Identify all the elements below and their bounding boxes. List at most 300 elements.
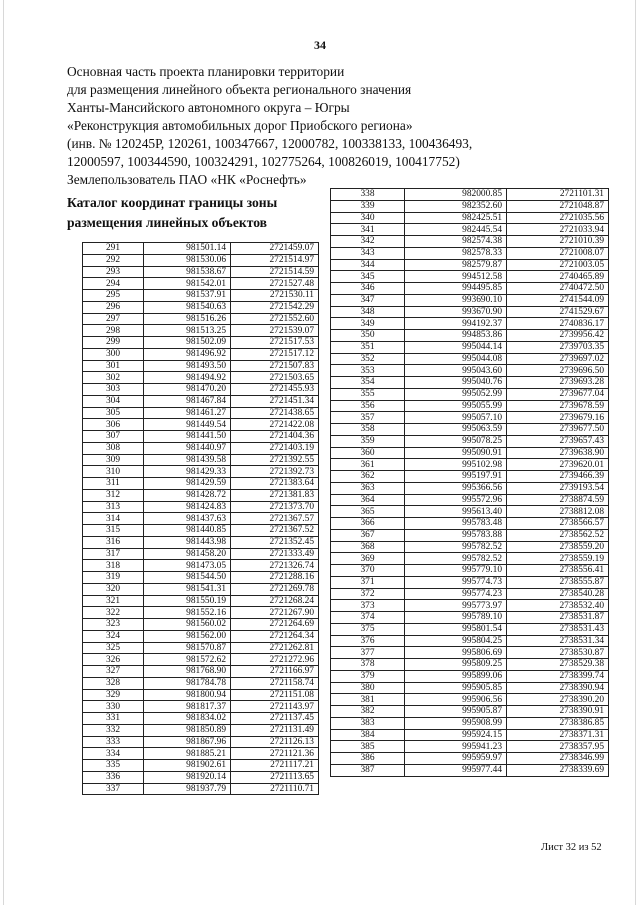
point-number-cell: 315 bbox=[83, 525, 144, 537]
y-coordinate-cell: 2721117.21 bbox=[231, 760, 319, 772]
point-number-cell: 291 bbox=[83, 243, 144, 255]
point-number-cell: 338 bbox=[331, 189, 405, 201]
x-coordinate-cell: 981800.94 bbox=[144, 689, 231, 701]
x-coordinate-cell: 981572.62 bbox=[144, 654, 231, 666]
point-number-cell: 381 bbox=[331, 694, 405, 706]
y-coordinate-cell: 2739657.43 bbox=[507, 435, 609, 447]
y-coordinate-cell: 2721003.05 bbox=[507, 259, 609, 271]
y-coordinate-cell: 2740465.89 bbox=[507, 271, 609, 283]
x-coordinate-cell: 981470.20 bbox=[144, 384, 231, 396]
point-number-cell: 337 bbox=[83, 783, 144, 795]
table-row bbox=[83, 419, 319, 431]
x-coordinate-cell: 995063.59 bbox=[405, 424, 507, 436]
point-number-cell: 377 bbox=[331, 647, 405, 659]
x-coordinate-cell: 981562.00 bbox=[144, 630, 231, 642]
y-coordinate-cell: 2738529.38 bbox=[507, 659, 609, 671]
y-coordinate-cell: 2738346.99 bbox=[507, 753, 609, 765]
point-number-cell: 336 bbox=[83, 771, 144, 783]
table-row bbox=[83, 466, 319, 478]
y-coordinate-cell: 2721383.64 bbox=[231, 478, 319, 490]
x-coordinate-cell: 981867.96 bbox=[144, 736, 231, 748]
x-coordinate-cell: 995197.91 bbox=[405, 471, 507, 483]
y-coordinate-cell: 2721166.97 bbox=[231, 666, 319, 678]
point-number-cell: 376 bbox=[331, 635, 405, 647]
y-coordinate-cell: 2721517.12 bbox=[231, 348, 319, 360]
y-coordinate-cell: 2721131.49 bbox=[231, 724, 319, 736]
y-coordinate-cell: 2738559.20 bbox=[507, 541, 609, 553]
table-row bbox=[331, 494, 609, 506]
table-row bbox=[83, 748, 319, 760]
point-number-cell: 309 bbox=[83, 454, 144, 466]
y-coordinate-cell: 2721404.36 bbox=[231, 431, 319, 443]
x-coordinate-cell: 982000.85 bbox=[405, 189, 507, 201]
point-number-cell: 317 bbox=[83, 548, 144, 560]
x-coordinate-cell: 981541.31 bbox=[144, 583, 231, 595]
y-coordinate-cell: 2740836.17 bbox=[507, 318, 609, 330]
x-coordinate-cell: 981784.78 bbox=[144, 677, 231, 689]
y-coordinate-cell: 2721507.83 bbox=[231, 360, 319, 372]
y-coordinate-cell: 2738531.87 bbox=[507, 612, 609, 624]
point-number-cell: 348 bbox=[331, 306, 405, 318]
x-coordinate-cell: 995977.44 bbox=[405, 764, 507, 776]
table-row bbox=[83, 313, 319, 325]
point-number-cell: 385 bbox=[331, 741, 405, 753]
y-coordinate-cell: 2721288.16 bbox=[231, 572, 319, 584]
x-coordinate-cell: 981424.83 bbox=[144, 501, 231, 513]
x-coordinate-cell: 993690.10 bbox=[405, 294, 507, 306]
table-row bbox=[331, 189, 609, 201]
table-row bbox=[331, 753, 609, 765]
y-coordinate-cell: 2738566.57 bbox=[507, 518, 609, 530]
table-row bbox=[331, 565, 609, 577]
point-number-cell: 369 bbox=[331, 553, 405, 565]
x-coordinate-cell: 981440.85 bbox=[144, 525, 231, 537]
point-number-cell: 331 bbox=[83, 713, 144, 725]
point-number-cell: 300 bbox=[83, 348, 144, 360]
x-coordinate-cell: 995078.25 bbox=[405, 435, 507, 447]
table-row bbox=[331, 506, 609, 518]
y-coordinate-cell: 2738390.94 bbox=[507, 682, 609, 694]
header-line: Ханты-Мансийского автономного округа – Югры bbox=[67, 100, 350, 115]
header-line: Землепользователь ПАО «НК «Роснефть» bbox=[67, 172, 307, 187]
point-number-cell: 354 bbox=[331, 377, 405, 389]
point-number-cell: 351 bbox=[331, 341, 405, 353]
x-coordinate-cell: 995783.88 bbox=[405, 529, 507, 541]
y-coordinate-cell: 2721121.36 bbox=[231, 748, 319, 760]
table-row bbox=[83, 384, 319, 396]
y-coordinate-cell: 2721158.74 bbox=[231, 677, 319, 689]
table-row bbox=[331, 694, 609, 706]
point-number-cell: 352 bbox=[331, 353, 405, 365]
table-row bbox=[83, 489, 319, 501]
x-coordinate-cell: 981437.63 bbox=[144, 513, 231, 525]
table-row bbox=[83, 360, 319, 372]
x-coordinate-cell: 995924.15 bbox=[405, 729, 507, 741]
x-coordinate-cell: 995044.08 bbox=[405, 353, 507, 365]
point-number-cell: 340 bbox=[331, 212, 405, 224]
table-row bbox=[331, 330, 609, 342]
point-number-cell: 339 bbox=[331, 200, 405, 212]
y-coordinate-cell: 2739697.02 bbox=[507, 353, 609, 365]
x-coordinate-cell: 995102.98 bbox=[405, 459, 507, 471]
table-row bbox=[331, 247, 609, 259]
x-coordinate-cell: 995809.25 bbox=[405, 659, 507, 671]
point-number-cell: 386 bbox=[331, 753, 405, 765]
point-number-cell: 305 bbox=[83, 407, 144, 419]
y-coordinate-cell: 2739693.28 bbox=[507, 377, 609, 389]
x-coordinate-cell: 981429.59 bbox=[144, 478, 231, 490]
y-coordinate-cell: 2721455.93 bbox=[231, 384, 319, 396]
x-coordinate-cell: 995044.14 bbox=[405, 341, 507, 353]
point-number-cell: 297 bbox=[83, 313, 144, 325]
point-number-cell: 303 bbox=[83, 384, 144, 396]
point-number-cell: 327 bbox=[83, 666, 144, 678]
point-number-cell: 318 bbox=[83, 560, 144, 572]
scan-edge-left bbox=[3, 0, 4, 905]
y-coordinate-cell: 2721381.83 bbox=[231, 489, 319, 501]
y-coordinate-cell: 2739193.54 bbox=[507, 482, 609, 494]
point-number-cell: 363 bbox=[331, 482, 405, 494]
point-number-cell: 341 bbox=[331, 224, 405, 236]
header-line: «Реконструкция автомобильных дорог Приобского региона» bbox=[67, 118, 413, 133]
y-coordinate-cell: 2721113.65 bbox=[231, 771, 319, 783]
x-coordinate-cell: 981540.63 bbox=[144, 301, 231, 313]
x-coordinate-cell: 995789.10 bbox=[405, 612, 507, 624]
x-coordinate-cell: 981449.54 bbox=[144, 419, 231, 431]
point-number-cell: 374 bbox=[331, 612, 405, 624]
y-coordinate-cell: 2721403.19 bbox=[231, 442, 319, 454]
y-coordinate-cell: 2721451.34 bbox=[231, 395, 319, 407]
y-coordinate-cell: 2738530.87 bbox=[507, 647, 609, 659]
point-number-cell: 308 bbox=[83, 442, 144, 454]
table-row bbox=[331, 647, 609, 659]
table-row bbox=[83, 548, 319, 560]
x-coordinate-cell: 981560.02 bbox=[144, 619, 231, 631]
y-coordinate-cell: 2721008.07 bbox=[507, 247, 609, 259]
table-row bbox=[331, 659, 609, 671]
point-number-cell: 342 bbox=[331, 236, 405, 248]
table-row bbox=[83, 630, 319, 642]
point-number-cell: 313 bbox=[83, 501, 144, 513]
point-number-cell: 350 bbox=[331, 330, 405, 342]
y-coordinate-cell: 2721010.39 bbox=[507, 236, 609, 248]
point-number-cell: 353 bbox=[331, 365, 405, 377]
x-coordinate-cell: 982574.38 bbox=[405, 236, 507, 248]
x-coordinate-cell: 981496.92 bbox=[144, 348, 231, 360]
table-row bbox=[83, 442, 319, 454]
y-coordinate-cell: 2741529.67 bbox=[507, 306, 609, 318]
table-row bbox=[331, 764, 609, 776]
point-number-cell: 307 bbox=[83, 431, 144, 443]
table-row bbox=[83, 290, 319, 302]
y-coordinate-cell: 2721373.70 bbox=[231, 501, 319, 513]
point-number-cell: 378 bbox=[331, 659, 405, 671]
table-row bbox=[83, 607, 319, 619]
y-coordinate-cell: 2738339.69 bbox=[507, 764, 609, 776]
x-coordinate-cell: 995899.06 bbox=[405, 670, 507, 682]
table-row bbox=[331, 365, 609, 377]
x-coordinate-cell: 982579.87 bbox=[405, 259, 507, 271]
x-coordinate-cell: 995804.25 bbox=[405, 635, 507, 647]
point-number-cell: 373 bbox=[331, 600, 405, 612]
point-number-cell: 323 bbox=[83, 619, 144, 631]
y-coordinate-cell: 2721151.08 bbox=[231, 689, 319, 701]
x-coordinate-cell: 995782.52 bbox=[405, 541, 507, 553]
x-coordinate-cell: 993670.90 bbox=[405, 306, 507, 318]
x-coordinate-cell: 981441.50 bbox=[144, 431, 231, 443]
point-number-cell: 343 bbox=[331, 247, 405, 259]
y-coordinate-cell: 2738390.20 bbox=[507, 694, 609, 706]
y-coordinate-cell: 2721333.49 bbox=[231, 548, 319, 560]
x-coordinate-cell: 982578.33 bbox=[405, 247, 507, 259]
y-coordinate-cell: 2739466.39 bbox=[507, 471, 609, 483]
point-number-cell: 380 bbox=[331, 682, 405, 694]
table-row bbox=[83, 572, 319, 584]
point-number-cell: 362 bbox=[331, 471, 405, 483]
point-number-cell: 358 bbox=[331, 424, 405, 436]
point-number-cell: 379 bbox=[331, 670, 405, 682]
y-coordinate-cell: 2738399.74 bbox=[507, 670, 609, 682]
table-row bbox=[83, 243, 319, 255]
table-row bbox=[83, 583, 319, 595]
point-number-cell: 304 bbox=[83, 395, 144, 407]
table-row bbox=[331, 224, 609, 236]
x-coordinate-cell: 994495.85 bbox=[405, 283, 507, 295]
x-coordinate-cell: 981552.16 bbox=[144, 607, 231, 619]
catalog-title-line: размещения линейных объектов bbox=[67, 215, 267, 230]
table-row bbox=[331, 341, 609, 353]
table-row bbox=[83, 325, 319, 337]
x-coordinate-cell: 981544.50 bbox=[144, 572, 231, 584]
table-row bbox=[331, 212, 609, 224]
point-number-cell: 335 bbox=[83, 760, 144, 772]
point-number-cell: 296 bbox=[83, 301, 144, 313]
point-number-cell: 384 bbox=[331, 729, 405, 741]
point-number-cell: 301 bbox=[83, 360, 144, 372]
x-coordinate-cell: 981440.97 bbox=[144, 442, 231, 454]
y-coordinate-cell: 2721459.07 bbox=[231, 243, 319, 255]
table-row bbox=[331, 424, 609, 436]
table-row bbox=[83, 595, 319, 607]
point-number-cell: 311 bbox=[83, 478, 144, 490]
table-row bbox=[83, 431, 319, 443]
x-coordinate-cell: 981537.91 bbox=[144, 290, 231, 302]
point-number-cell: 330 bbox=[83, 701, 144, 713]
point-number-cell: 347 bbox=[331, 294, 405, 306]
table-row bbox=[83, 407, 319, 419]
table-row bbox=[83, 701, 319, 713]
point-number-cell: 294 bbox=[83, 278, 144, 290]
x-coordinate-cell: 995613.40 bbox=[405, 506, 507, 518]
point-number-cell: 320 bbox=[83, 583, 144, 595]
point-number-cell: 383 bbox=[331, 717, 405, 729]
point-number-cell: 328 bbox=[83, 677, 144, 689]
table-row bbox=[83, 501, 319, 513]
table-row bbox=[331, 717, 609, 729]
point-number-cell: 295 bbox=[83, 290, 144, 302]
table-row bbox=[331, 271, 609, 283]
table-row bbox=[331, 400, 609, 412]
y-coordinate-cell: 2741544.09 bbox=[507, 294, 609, 306]
x-coordinate-cell: 982445.54 bbox=[405, 224, 507, 236]
catalog-title-line: Каталог координат границы зоны bbox=[67, 195, 278, 210]
y-coordinate-cell: 2721268.24 bbox=[231, 595, 319, 607]
x-coordinate-cell: 995572.96 bbox=[405, 494, 507, 506]
x-coordinate-cell: 981461.27 bbox=[144, 407, 231, 419]
page-number: 34 bbox=[314, 38, 326, 52]
table-row bbox=[83, 536, 319, 548]
x-coordinate-cell: 981467.84 bbox=[144, 395, 231, 407]
y-coordinate-cell: 2721514.59 bbox=[231, 266, 319, 278]
x-coordinate-cell: 995906.56 bbox=[405, 694, 507, 706]
table-row bbox=[83, 713, 319, 725]
x-coordinate-cell: 981850.89 bbox=[144, 724, 231, 736]
x-coordinate-cell: 995779.10 bbox=[405, 565, 507, 577]
catalog-title bbox=[67, 193, 312, 233]
y-coordinate-cell: 2721352.45 bbox=[231, 536, 319, 548]
x-coordinate-cell: 995055.99 bbox=[405, 400, 507, 412]
point-number-cell: 299 bbox=[83, 337, 144, 349]
y-coordinate-cell: 2721422.08 bbox=[231, 419, 319, 431]
x-coordinate-cell: 995941.23 bbox=[405, 741, 507, 753]
x-coordinate-cell: 994853.86 bbox=[405, 330, 507, 342]
y-coordinate-cell: 2738371.31 bbox=[507, 729, 609, 741]
point-number-cell: 355 bbox=[331, 388, 405, 400]
x-coordinate-cell: 981458.20 bbox=[144, 548, 231, 560]
x-coordinate-cell: 981885.21 bbox=[144, 748, 231, 760]
x-coordinate-cell: 995774.23 bbox=[405, 588, 507, 600]
point-number-cell: 382 bbox=[331, 706, 405, 718]
x-coordinate-cell: 981513.25 bbox=[144, 325, 231, 337]
x-coordinate-cell: 981834.02 bbox=[144, 713, 231, 725]
coordinates-table-left bbox=[82, 242, 319, 795]
table-row bbox=[83, 666, 319, 678]
x-coordinate-cell: 981494.92 bbox=[144, 372, 231, 384]
point-number-cell: 329 bbox=[83, 689, 144, 701]
point-number-cell: 326 bbox=[83, 654, 144, 666]
table-row bbox=[331, 518, 609, 530]
x-coordinate-cell: 981429.33 bbox=[144, 466, 231, 478]
x-coordinate-cell: 981570.87 bbox=[144, 642, 231, 654]
table-row bbox=[331, 600, 609, 612]
point-number-cell: 316 bbox=[83, 536, 144, 548]
x-coordinate-cell: 981550.19 bbox=[144, 595, 231, 607]
x-coordinate-cell: 995040.76 bbox=[405, 377, 507, 389]
table-row bbox=[83, 478, 319, 490]
x-coordinate-cell: 995959.97 bbox=[405, 753, 507, 765]
point-number-cell: 375 bbox=[331, 623, 405, 635]
table-row bbox=[83, 348, 319, 360]
table-row bbox=[83, 301, 319, 313]
x-coordinate-cell: 995783.48 bbox=[405, 518, 507, 530]
y-coordinate-cell: 2740472.50 bbox=[507, 283, 609, 295]
table-row bbox=[83, 337, 319, 349]
table-row bbox=[331, 529, 609, 541]
x-coordinate-cell: 981768.90 bbox=[144, 666, 231, 678]
x-coordinate-cell: 981502.09 bbox=[144, 337, 231, 349]
y-coordinate-cell: 2721392.73 bbox=[231, 466, 319, 478]
x-coordinate-cell: 995773.97 bbox=[405, 600, 507, 612]
y-coordinate-cell: 2721552.60 bbox=[231, 313, 319, 325]
y-coordinate-cell: 2721517.53 bbox=[231, 337, 319, 349]
x-coordinate-cell: 995057.10 bbox=[405, 412, 507, 424]
y-coordinate-cell: 2721326.74 bbox=[231, 560, 319, 572]
point-number-cell: 366 bbox=[331, 518, 405, 530]
table-row bbox=[83, 254, 319, 266]
point-number-cell: 332 bbox=[83, 724, 144, 736]
x-coordinate-cell: 981817.37 bbox=[144, 701, 231, 713]
y-coordinate-cell: 2721527.48 bbox=[231, 278, 319, 290]
table-row bbox=[331, 412, 609, 424]
point-number-cell: 367 bbox=[331, 529, 405, 541]
y-coordinate-cell: 2739703.35 bbox=[507, 341, 609, 353]
x-coordinate-cell: 995366.56 bbox=[405, 482, 507, 494]
x-coordinate-cell: 994512.58 bbox=[405, 271, 507, 283]
point-number-cell: 368 bbox=[331, 541, 405, 553]
table-row bbox=[331, 318, 609, 330]
table-row bbox=[331, 576, 609, 588]
table-row bbox=[331, 682, 609, 694]
table-row bbox=[83, 278, 319, 290]
y-coordinate-cell: 2721514.97 bbox=[231, 254, 319, 266]
point-number-cell: 387 bbox=[331, 764, 405, 776]
point-number-cell: 322 bbox=[83, 607, 144, 619]
x-coordinate-cell: 995905.87 bbox=[405, 706, 507, 718]
x-coordinate-cell: 981443.98 bbox=[144, 536, 231, 548]
table-row bbox=[331, 388, 609, 400]
y-coordinate-cell: 2738559.19 bbox=[507, 553, 609, 565]
x-coordinate-cell: 995908.99 bbox=[405, 717, 507, 729]
y-coordinate-cell: 2739679.16 bbox=[507, 412, 609, 424]
point-number-cell: 292 bbox=[83, 254, 144, 266]
point-number-cell: 356 bbox=[331, 400, 405, 412]
point-number-cell: 344 bbox=[331, 259, 405, 271]
header-line: для размещения линейного объекта регионального значения bbox=[67, 82, 412, 97]
table-row bbox=[331, 588, 609, 600]
x-coordinate-cell: 981428.72 bbox=[144, 489, 231, 501]
y-coordinate-cell: 2721530.11 bbox=[231, 290, 319, 302]
y-coordinate-cell: 2738390.91 bbox=[507, 706, 609, 718]
x-coordinate-cell: 995782.52 bbox=[405, 553, 507, 565]
point-number-cell: 372 bbox=[331, 588, 405, 600]
point-number-cell: 319 bbox=[83, 572, 144, 584]
x-coordinate-cell: 981920.14 bbox=[144, 771, 231, 783]
point-number-cell: 371 bbox=[331, 576, 405, 588]
table-row bbox=[331, 435, 609, 447]
y-coordinate-cell: 2721126.13 bbox=[231, 736, 319, 748]
x-coordinate-cell: 981501.14 bbox=[144, 243, 231, 255]
point-number-cell: 324 bbox=[83, 630, 144, 642]
x-coordinate-cell: 994192.37 bbox=[405, 318, 507, 330]
table-row bbox=[331, 236, 609, 248]
table-row bbox=[331, 200, 609, 212]
point-number-cell: 312 bbox=[83, 489, 144, 501]
y-coordinate-cell: 2721101.31 bbox=[507, 189, 609, 201]
y-coordinate-cell: 2721267.90 bbox=[231, 607, 319, 619]
header-line: Основная часть проекта планировки территории bbox=[67, 64, 345, 79]
point-number-cell: 293 bbox=[83, 266, 144, 278]
table-row bbox=[83, 677, 319, 689]
point-number-cell: 310 bbox=[83, 466, 144, 478]
table-row bbox=[83, 760, 319, 772]
sheet-counter: Лист 32 из 52 bbox=[541, 842, 602, 853]
x-coordinate-cell: 995774.73 bbox=[405, 576, 507, 588]
y-coordinate-cell: 2738532.40 bbox=[507, 600, 609, 612]
table-row bbox=[83, 525, 319, 537]
table-row bbox=[331, 471, 609, 483]
y-coordinate-cell: 2721033.94 bbox=[507, 224, 609, 236]
y-coordinate-cell: 2738386.85 bbox=[507, 717, 609, 729]
